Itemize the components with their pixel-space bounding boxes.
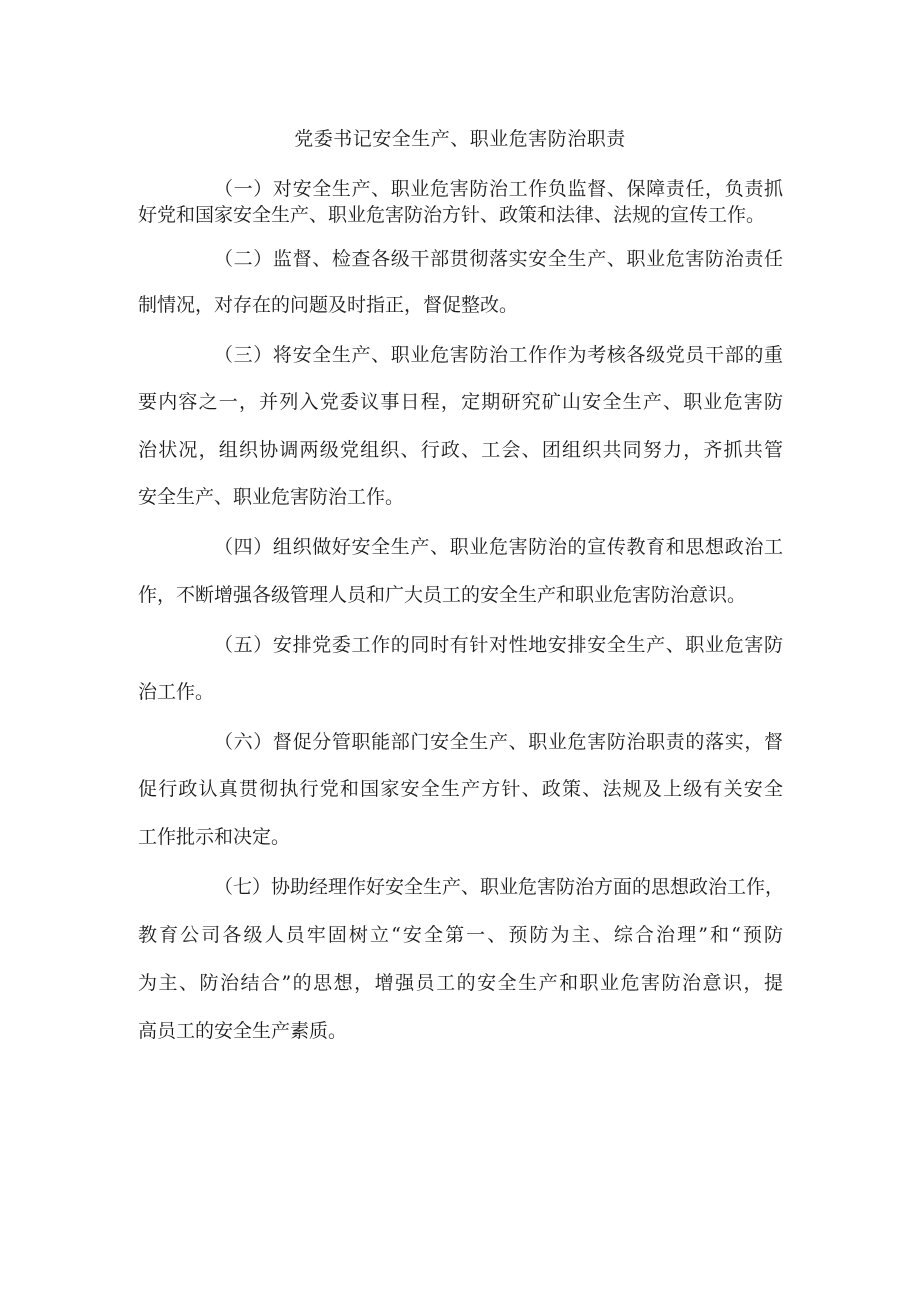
document-title: 党委书记安全生产、职业危害防治职责 xyxy=(294,128,626,150)
paragraph-6-line-1: （六）督促分管职能部门安全生产、职业危害防治职责的落实，督 xyxy=(214,731,783,753)
paragraph-7-line-2: 教育公司各级人员牢固树立“安全第一、预防为主、综合治理”和“预防 xyxy=(138,924,783,946)
paragraph-5-line-1: （五）安排党委工作的同时有针对性地安排安全生产、职业危害防 xyxy=(214,634,783,656)
paragraph-6-line-3: 工作批示和决定。 xyxy=(138,826,291,848)
paragraph-3-line-3: 治状况，组织协调两级党组织、行政、工会、团组织共同努力，齐抓共管 xyxy=(138,439,783,461)
paragraph-3-line-4: 安全生产、职业危害防治工作。 xyxy=(138,486,405,508)
paragraph-1-line-2: 好党和国家安全生产、职业危害防治方针、政策和法律、法规的宣传工作。 xyxy=(138,204,766,226)
paragraph-4-line-2: 作，不断增强各级管理人员和广大员工的安全生产和职业危害防治意识。 xyxy=(138,584,747,606)
paragraph-2-line-1: （二）监督、检查各级干部贯彻落实安全生产、职业危害防治责任 xyxy=(214,248,783,270)
paragraph-3-line-1: （三）将安全生产、职业危害防治工作作为考核各级党员干部的重 xyxy=(214,344,783,366)
paragraph-3-line-2: 要内容之一，并列入党委议事日程，定期研究矿山安全生产、职业危害防 xyxy=(138,391,783,413)
paragraph-5-line-2: 治工作。 xyxy=(138,681,215,703)
paragraph-2-line-2: 制情况，对存在的问题及时指正，督促整改。 xyxy=(138,294,519,316)
paragraph-7-line-3: 为主、防治结合”的思想，增强员工的安全生产和职业危害防治意识，提 xyxy=(138,972,783,994)
paragraph-6-line-2: 促行政认真贯彻执行党和国家安全生产方针、政策、法规及上级有关安全 xyxy=(138,778,783,800)
paragraph-7-line-1: （七）协助经理作好安全生产、职业危害防治方面的思想政治工作， xyxy=(214,876,785,898)
paragraph-1-line-1: （一）对安全生产、职业危害防治工作负监督、保障责任，负责抓 xyxy=(214,178,783,200)
paragraph-7-line-4: 高员工的安全生产素质。 xyxy=(138,1020,348,1042)
paragraph-4-line-1: （四）组织做好安全生产、职业危害防治的宣传教育和思想政治工 xyxy=(214,536,783,558)
